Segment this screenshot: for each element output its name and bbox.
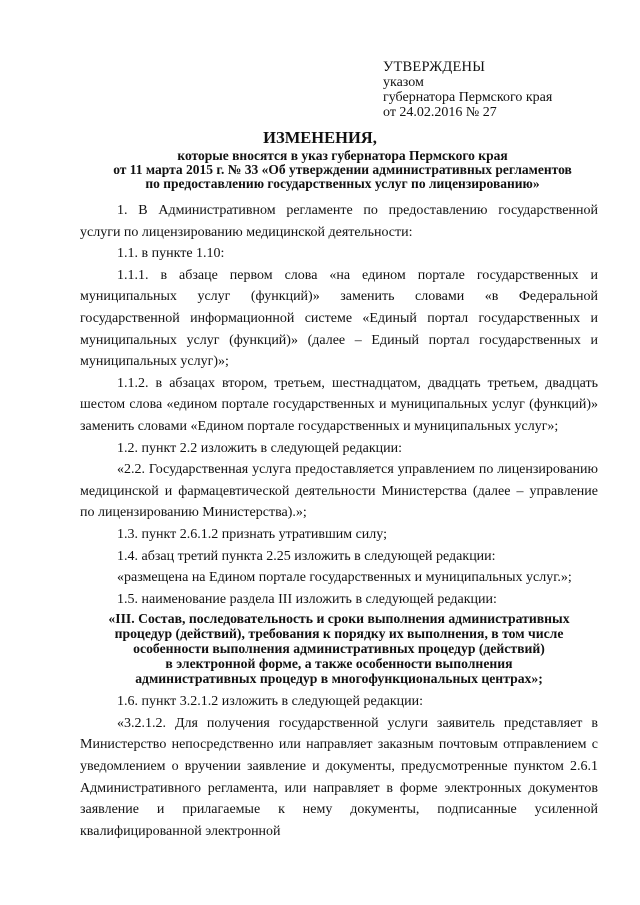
section-heading-line: процедур (действий), требования к порядку их выполнения, в том числе — [114, 626, 564, 642]
subtitle-line: которые вносятся в указ губернатора Пермского края — [177, 148, 508, 163]
approval-stamp — [383, 60, 552, 120]
subtitle-line: от 11 марта 2015 г. № 33 «Об утверждении административных регламентов — [113, 162, 572, 177]
paragraph: 1.6. пункт 3.2.1.2 изложить в следующей редакции: — [117, 694, 423, 710]
section-heading — [80, 611, 598, 686]
document-body — [80, 200, 598, 842]
paragraph: 1.2. пункт 2.2 изложить в следующей редакции: — [117, 440, 402, 456]
approval-date: от 24.02.2016 № 27 — [383, 105, 497, 120]
paragraph: 1.3. пункт 2.6.1.2 признать утратившим силу; — [117, 526, 387, 542]
paragraph: «3.2.1.2. Для получения государственной услуги заявитель представляет в Министерство непосредственно или направляет заказным почтовым отправлением с уведомлением о вручении заявление и документы, предусмотренные пунктом 2.6.1 Административного регламента, или направляет в форме электронных документов заявление и прилагаемые к нему документы, подписанные усиленной квалифицированной электронной — [80, 715, 598, 839]
paragraph: 1.1.1. в абзаце первом слова «на едином портале государственных и муниципальных услуг (функций)» заменить словами «в Федеральной государственной информационной системе «Единый портал государственных и муниципальных услуг (функций)» (далее – Единый портал государственных и муниципальных услуг)»; — [80, 267, 598, 370]
paragraph: «размещена на Едином портале государственных и муниципальных услуг.»; — [117, 570, 572, 586]
section-heading-line: административных процедур в многофункциональных центрах»; — [135, 671, 543, 687]
section-heading-line: особенности выполнения административных процедур (действий) — [133, 641, 545, 657]
approval-line: губернатора Пермского края — [383, 90, 553, 105]
document-title: ИЗМЕНЕНИЯ, — [263, 128, 377, 147]
paragraph: «2.2. Государственная услуга предоставляется управлением по лицензированию медицинской и фармацевтической деятельности Министерства (далее – управление по лицензированию Министерства).»; — [80, 462, 598, 521]
document-subtitle — [70, 149, 615, 191]
paragraph: 1.4. абзац третий пункта 2.25 изложить в следующей редакции: — [117, 548, 496, 564]
paragraph: 1.5. наименование раздела III изложить в следующей редакции: — [117, 591, 497, 607]
section-heading-line: «III. Состав, последовательность и сроки выполнения административных — [108, 611, 570, 627]
paragraph: 1. В Административном регламенте по предоставлению государственной услуги по лицензированию медицинской деятельности: — [80, 203, 598, 240]
paragraph: 1.1. в пункте 1.10: — [117, 246, 225, 262]
section-heading-line: в электронной форме, а также особенности выполнения — [165, 656, 513, 672]
approval-heading: УТВЕРЖДЕНЫ — [383, 59, 486, 75]
paragraph: 1.1.2. в абзацах втором, третьем, шестнадцатом, двадцать третьем, двадцать шестом слова «едином портале государственных и муниципальных услуг (функций)» заменить словами «Едином портале государственных и муниципальных услуг»; — [80, 375, 598, 434]
subtitle-line: по предоставлению государственных услуг по лицензированию» — [145, 176, 540, 191]
approval-line: указом — [383, 75, 424, 90]
